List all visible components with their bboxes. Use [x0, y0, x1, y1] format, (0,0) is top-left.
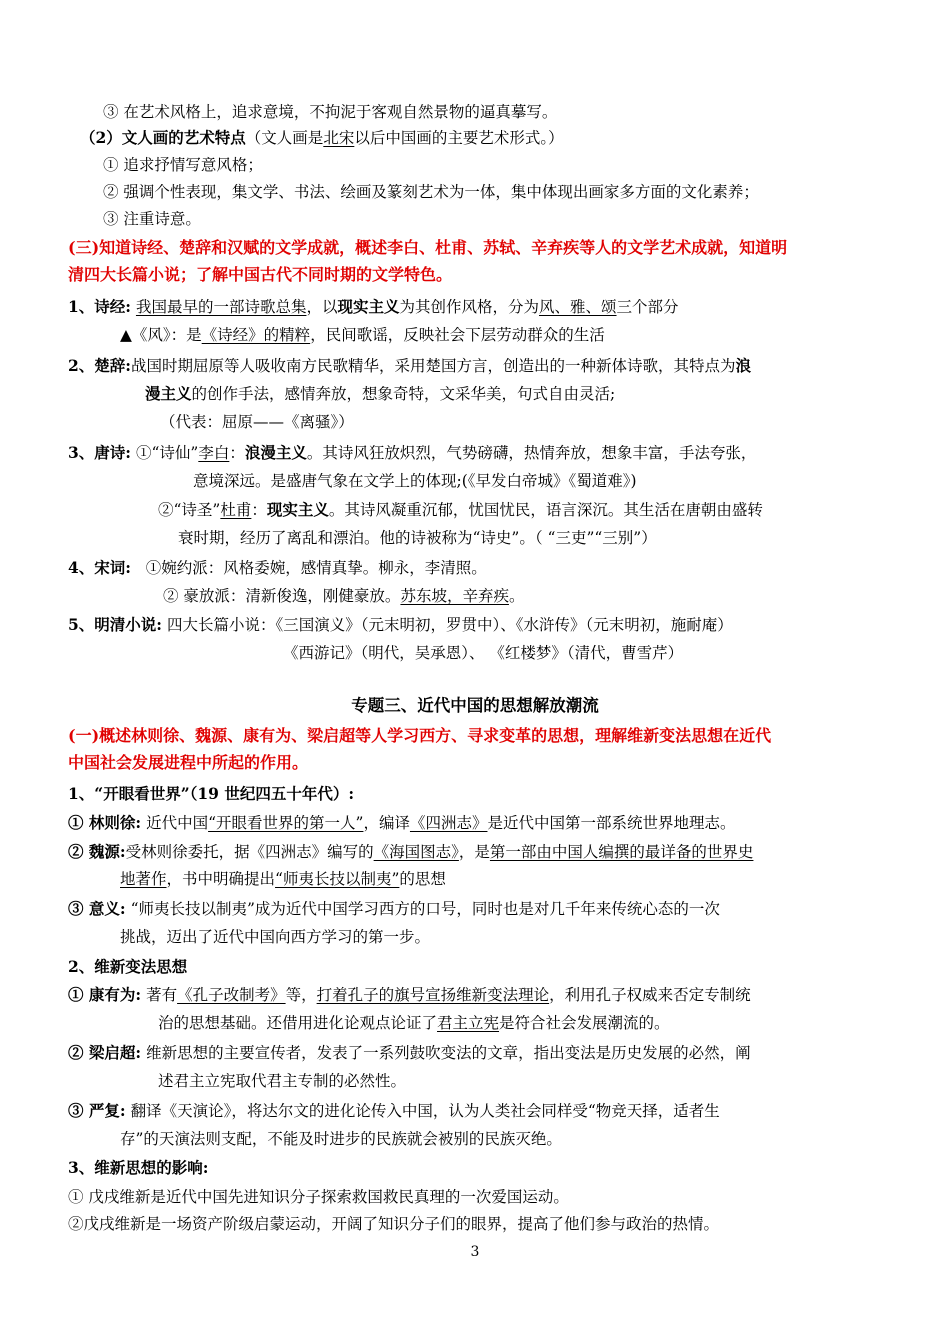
- text-line: ②“诗圣”杜甫：现实主义。其诗风凝重沉郁，忧国忧民，语言深沉。其生活在唐朝由盛转: [158, 500, 763, 519]
- item-songci: 4、宋词: ①婉约派：风格委婉，感情真挚。柳永，李清照。: [68, 558, 487, 577]
- subheading-influence: 3、维新思想的影响:: [68, 1158, 209, 1177]
- item-wei-yuan: ② 魏源:受林则徐委托，据《四洲志》编写的《海国图志》，是第一部由中国人编撰的最详备的世界史: [68, 842, 754, 861]
- text-line: 《西游记》（明代，吴承恩）、 《红楼梦》（清代，曹雪芹）: [283, 644, 684, 662]
- objective-heading: (一)概述林则徐、魏源、康有为、梁启超等人学习西方、寻求变革的思想，理解维新变法思想在近代: [68, 726, 772, 745]
- text-line: 述君主立宪取代君主专制的必然性。: [158, 1072, 407, 1090]
- item-liang-qichao: ② 梁启超: 维新思想的主要宣传者，发表了一系列鼓吹变法的文章，指出变法是历史发展的必然，阐: [68, 1043, 751, 1062]
- text-line: ②戊戌维新是一场资产阶级启蒙运动，开阔了知识分子们的眼界，提高了他们参与政治的热情。: [68, 1215, 720, 1233]
- objective-heading: 中国社会发展进程中所起的作用。: [68, 753, 309, 772]
- text-line: ③ 在艺术风格上，追求意境，不拘泥于客观自然景物的逼真摹写。: [103, 103, 558, 121]
- item-kang-youwei: ① 康有为: 著有《孔子改制考》等，打着孔子的旗号宣扬维新变法理论，利用孔子权威来否定专制统: [68, 985, 751, 1004]
- text-line: ③ 注重诗意。: [103, 210, 201, 228]
- item-tangshi: 3、唐诗: ①“诗仙”李白：浪漫主义。其诗风狂放炽烈，气势磅礴，热情奔放，想象丰富，手法夸张，: [68, 443, 757, 462]
- objective-heading: 清四大长篇小说；了解中国古代不同时期的文学特色。: [68, 265, 453, 284]
- objective-heading: (三)知道诗经、楚辞和汉赋的文学成就，概述李白、杜甫、苏轼、辛弃疾等人的文学艺术成就，知道明: [68, 238, 788, 257]
- item-significance: ③ 意义: “师夷长技以制夷”成为近代中国学习西方的口号，同时也是对几千年来传统心态的一次: [68, 899, 720, 918]
- item-lin-zexu: ① 林则徐: 近代中国“开眼看世界的第一人”，编译《四洲志》是近代中国第一部系统世界地理志。: [68, 813, 736, 832]
- item-mingqing-novels: 5、明清小说: 四大长篇小说：《三国演义》（元末明初，罗贯中）、《水浒传》（元末明初，施耐庵）: [68, 615, 733, 634]
- text-line: 漫主义的创作手法，感情奔放，想象奇特，文采华美，句式自由灵活;: [145, 384, 616, 403]
- text-line: ② 豪放派：清新俊逸，刚健豪放。苏东坡，辛弃疾。: [163, 587, 525, 605]
- text-line: 存”的天演法则支配，不能及时进步的民族就会被别的民族灭绝。: [120, 1130, 562, 1148]
- text-line: ② 强调个性表现，集文学、书法、绘画及篆刻艺术为一体，集中体现出画家多方面的文化素养；: [103, 183, 759, 201]
- item-shijing: 1、诗经: 我国最早的一部诗歌总集，以现实主义为其创作风格，分为风、雅、颂三个部分: [68, 297, 679, 316]
- page-number: 3: [470, 1244, 480, 1260]
- subheading-open-eyes: 1、“开眼看世界”（19 世纪四五十年代）:: [68, 784, 355, 803]
- text-line: 地著作，书中明确提出“师夷长技以制夷”的思想: [120, 870, 446, 888]
- section-title: 专题三、近代中国的思想解放潮流: [351, 696, 599, 715]
- text-line: ① 追求抒情写意风格；: [103, 156, 263, 174]
- text-line: （代表：屈原——《离骚》）: [160, 413, 354, 431]
- text-line: 挑战，迈出了近代中国向西方学习的第一步。: [120, 928, 431, 946]
- text-line: ① 戊戌维新是近代中国先进知识分子探索救国救民真理的一次爱国运动。: [68, 1188, 569, 1206]
- text-line: 衰时期，经历了离乱和漂泊。他的诗被称为“诗史”。（ “三吏”“三别”）: [178, 529, 657, 547]
- item-chuci: 2、楚辞:战国时期屈原等人吸收南方民歌精华，采用楚国方言，创造出的一种新体诗歌，其特点为浪: [68, 356, 752, 375]
- text-line: ▲《风》：是《诗经》的精粹，民间歌谣，反映社会下层劳动群众的生活: [120, 326, 605, 344]
- text-line: 治的思想基础。还借用进化论观点论证了君主立宪是符合社会发展潮流的。: [158, 1014, 670, 1032]
- subheading-reform: 2、维新变法思想: [68, 957, 188, 976]
- text-line: 意境深远。是盛唐气象在文学上的体现;(《早发白帝城》《蜀道难》): [193, 472, 637, 490]
- item-yan-fu: ③ 严复: 翻译《天演论》，将达尔文的进化论传入中国，认为人类社会同样受“物竞天择，适者生: [68, 1101, 720, 1120]
- subheading-literati-painting: （2）文人画的艺术特点（文人画是北宋以后中国画的主要艺术形式。）: [80, 128, 564, 147]
